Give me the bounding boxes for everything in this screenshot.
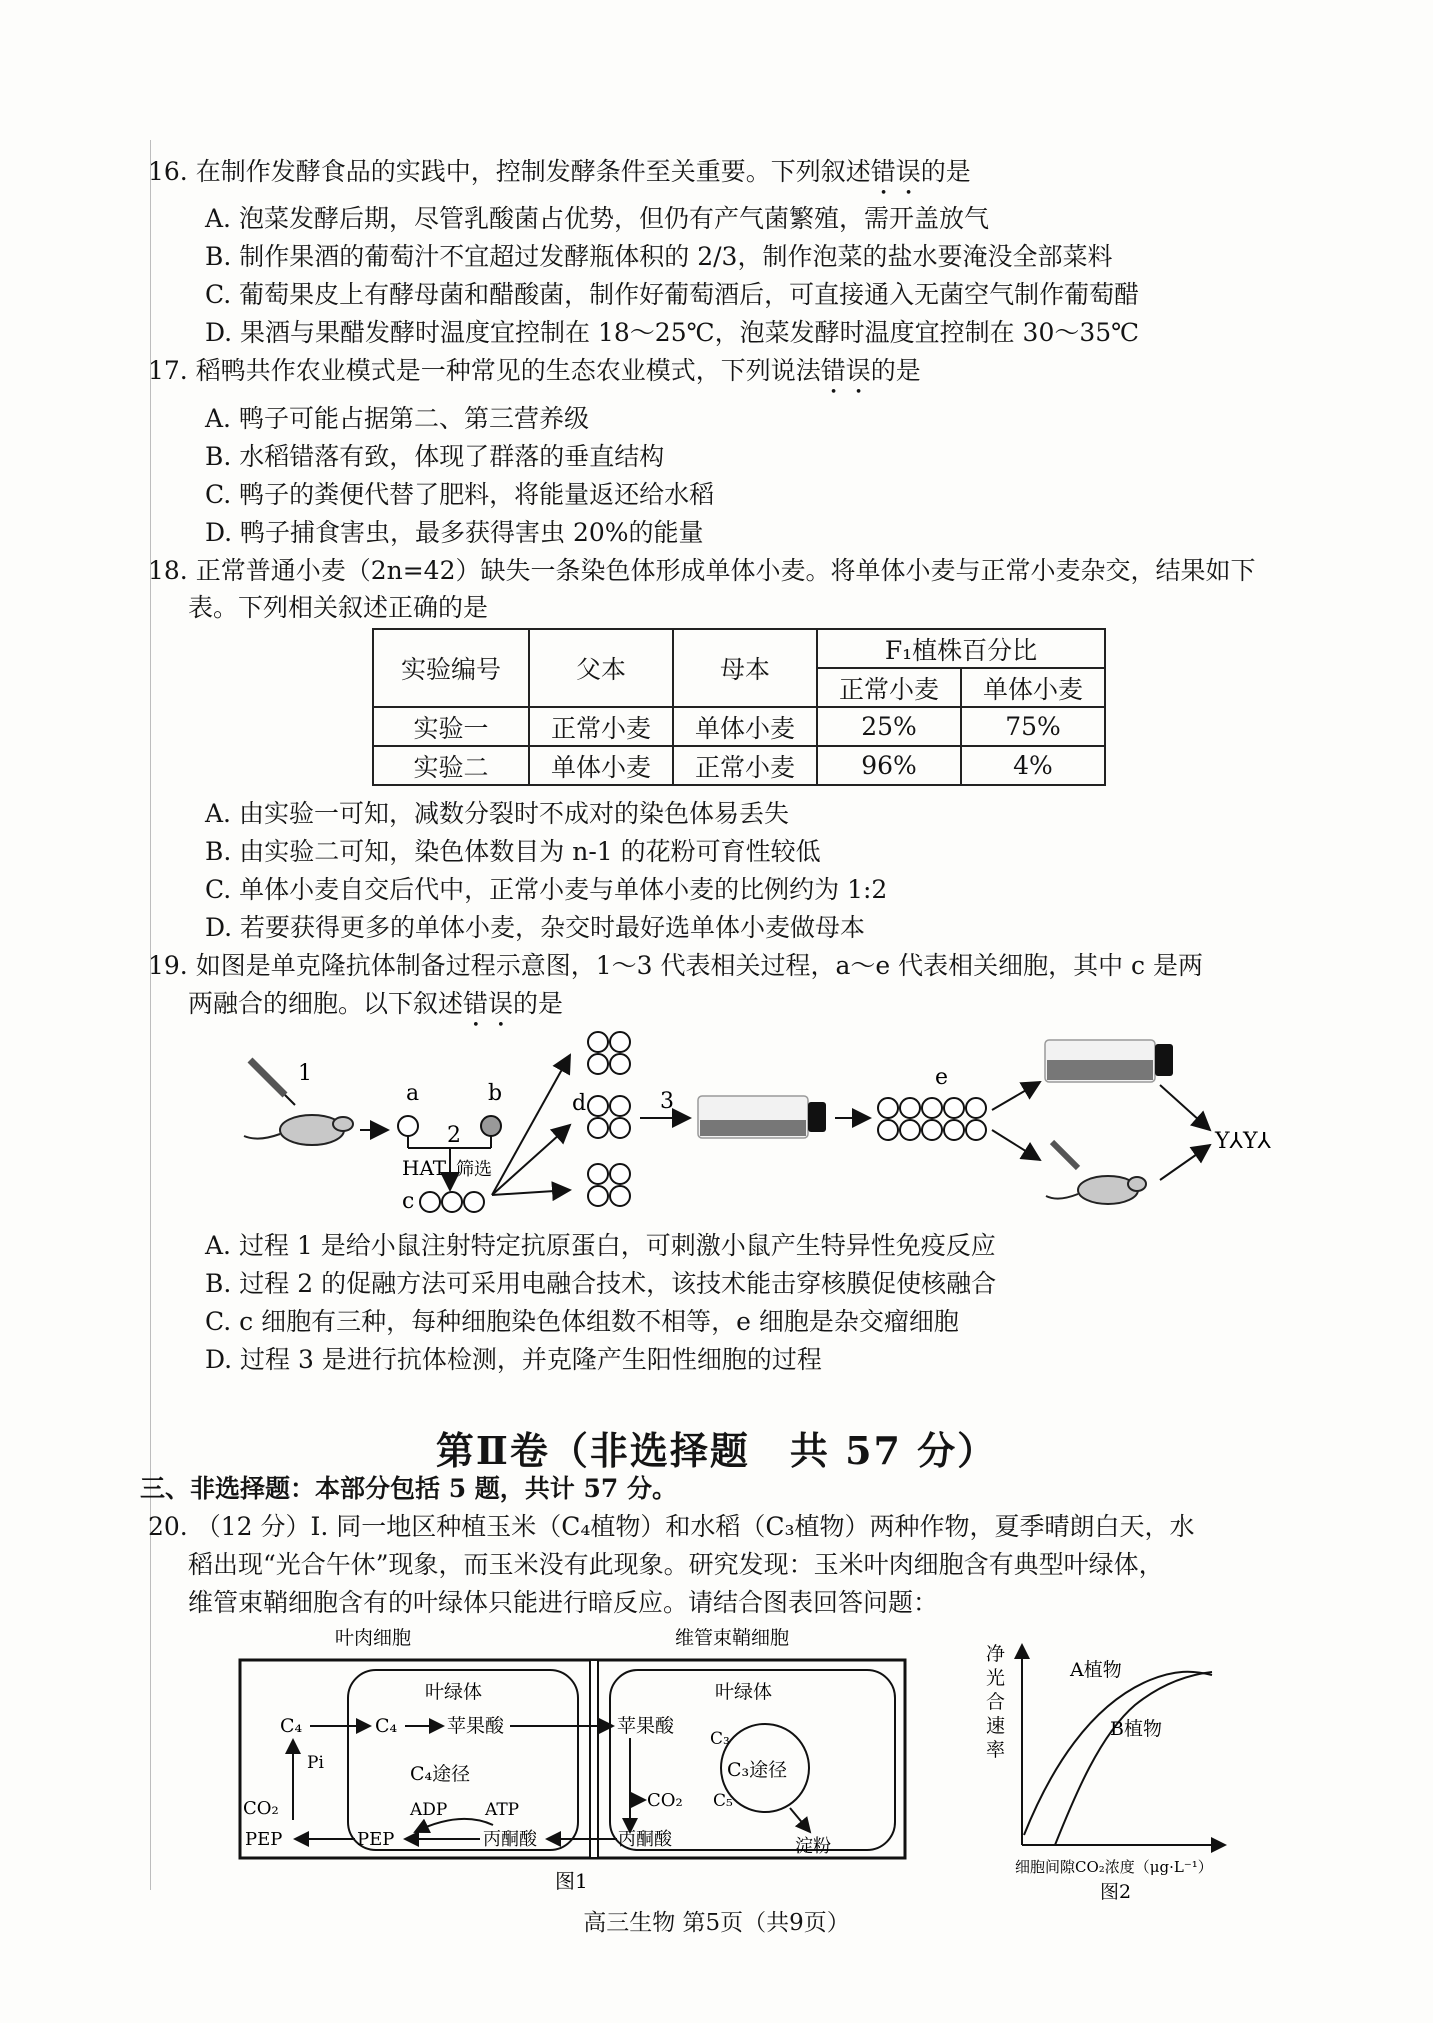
cell-c — [464, 1192, 484, 1212]
q16-option-b: B. 制作果酒的葡萄汁不宜超过发酵瓶体积的 2/3，制作泡菜的盐水要淹没全部菜料 — [205, 242, 1113, 271]
fig2-curve-a — [1024, 1672, 1212, 1835]
fig1-malate-left: 苹果酸 — [447, 1715, 505, 1737]
antibody-icon: Y⅄Y⅄ — [1215, 1129, 1271, 1154]
q16-option-a: A. 泡菜发酵后期，尽管乳酸菌占优势，但仍有产气菌繁殖，需开盖放气 — [205, 204, 989, 233]
syringe-icon — [1052, 1142, 1078, 1168]
fig1-chloroplast-label: 叶绿体 — [715, 1681, 773, 1703]
q19-stem-line1: 19. 如图是单克隆抗体制备过程示意图，1～3 代表相关过程，a～e 代表相关细胞，其中 c 是两 — [148, 951, 1204, 980]
culture-flask-icon — [698, 1096, 826, 1138]
q18-option-d: D. 若要获得更多的单体小麦，杂交时最好选单体小麦做母本 — [205, 913, 866, 942]
cell: 96% — [817, 746, 961, 785]
fig1-c3: C₃ — [710, 1729, 730, 1749]
fig1-pyruvate-right: 丙酮酸 — [618, 1829, 672, 1850]
fig1-adp: ADP — [410, 1800, 448, 1820]
label-e: e — [935, 1065, 949, 1090]
q17-option-a: A. 鸭子可能占据第二、第三营养级 — [205, 404, 589, 433]
q20-line2: 稻出现“光合午休”现象，而玉米没有此现象。研究发现：玉米叶肉细胞含有典型叶绿体， — [188, 1550, 1164, 1579]
cell-group-e — [878, 1098, 986, 1140]
fig1-co2-left: CO₂ — [243, 1798, 279, 1819]
fig1-c4-inner: C₄ — [375, 1715, 398, 1737]
q19-option-a: A. 过程 1 是给小鼠注射特定抗原蛋白，可刺激小鼠产生特异性免疫反应 — [205, 1231, 996, 1260]
cell-group-d2 — [588, 1096, 630, 1138]
page-footer: 高三生物 第5页（共9页） — [583, 1910, 850, 1936]
figure-2 — [970, 1620, 1300, 1900]
margin-line — [150, 140, 151, 1890]
fig1-co2-right: CO₂ — [647, 1790, 683, 1811]
fig1-c3-path: C₃途径 — [727, 1759, 788, 1781]
q19-diagram — [240, 1030, 1300, 1220]
q18-stem-line1: 18. 正常普通小麦（2n=42）缺失一条染色体形成单体小麦。将单体小麦与正常小麦杂交，结果如下 — [148, 556, 1256, 585]
header-father: 父本 — [529, 629, 673, 707]
q18-table — [372, 628, 1106, 786]
fig1-atp: ATP — [485, 1800, 520, 1820]
label-b: b — [488, 1081, 503, 1106]
mouse-icon — [1046, 1176, 1146, 1204]
section-part-label: 三、非选择题：本部分包括 5 题，共计 57 分。 — [140, 1474, 678, 1503]
fig2-series-a: A植物 — [1070, 1659, 1122, 1681]
fig1-bundle-label: 维管束鞘细胞 — [675, 1627, 790, 1649]
q18-stem-line2: 表。下列相关叙述正确的是 — [188, 593, 489, 622]
fig1-cell-wall — [590, 1660, 598, 1858]
fig1-c4-outer: C₄ — [280, 1715, 303, 1737]
figure-1 — [235, 1620, 915, 1900]
q16-stem: 16. 在制作发酵食品的实践中，控制发酵条件至关重要。下列叙述错误的是 — [148, 157, 971, 186]
fig1-c4-path: C₄途径 — [410, 1763, 471, 1785]
culture-flask-icon — [1045, 1040, 1173, 1082]
section-title: 第Ⅱ卷（非选择题 共 57 分） — [435, 1428, 998, 1473]
fig2-series-b: B植物 — [1110, 1718, 1162, 1740]
label-1: 1 — [298, 1061, 312, 1086]
cell: 单体小麦 — [529, 746, 673, 785]
cell: 单体小麦 — [673, 707, 817, 746]
cell: 正常小麦 — [673, 746, 817, 785]
cell-group-d1 — [588, 1032, 630, 1074]
fig1-pep-outer: PEP — [245, 1829, 283, 1850]
fig1-caption: 图1 — [555, 1869, 588, 1893]
label-hat: HAT — [402, 1156, 447, 1180]
q17-option-b: B. 水稻错落有致，体现了群落的垂直结构 — [205, 442, 665, 471]
fig1-pyruvate-left: 丙酮酸 — [483, 1829, 537, 1850]
header-f1: F₁植株百分比 — [817, 629, 1105, 668]
q17-stem: 17. 稻鸭共作农业模式是一种常见的生态农业模式，下列说法错误的是 — [148, 356, 921, 385]
cell-b — [481, 1116, 501, 1136]
q18-option-b: B. 由实验二可知，染色体数目为 n-1 的花粉可育性较低 — [205, 837, 821, 866]
label-3: 3 — [660, 1089, 674, 1114]
header-mother: 母本 — [673, 629, 817, 707]
q16-option-d: D. 果酒与果醋发酵时温度宜控制在 18～25℃，泡菜发酵时温度宜控制在 30～35℃ — [205, 318, 1140, 347]
q19-option-c: C. c 细胞有三种，每种细胞染色体组数不相等，e 细胞是杂交瘤细胞 — [205, 1307, 959, 1336]
fig1-c5: C₅ — [713, 1791, 733, 1811]
cell: 正常小麦 — [529, 707, 673, 746]
q19-option-b: B. 过程 2 的促融方法可采用电融合技术，该技术能击穿核膜促使核融合 — [205, 1269, 997, 1298]
q17-option-d: D. 鸭子捕食害虫，最多获得害虫 20%的能量 — [205, 518, 704, 547]
q16-option-c: C. 葡萄果皮上有酵母菌和醋酸菌，制作好葡萄酒后，可直接通入无菌空气制作葡萄醋 — [205, 280, 1140, 309]
fig1-pi: Pi — [307, 1753, 324, 1773]
label-d: d — [572, 1091, 587, 1116]
cell: 实验二 — [373, 746, 529, 785]
cell-group-d3 — [588, 1164, 630, 1206]
fig1-chloroplast-label: 叶绿体 — [425, 1681, 483, 1703]
fig2-ylabel-text: 净光合速率 — [986, 1643, 1006, 1761]
header-exp: 实验编号 — [373, 629, 529, 707]
cell: 4% — [961, 746, 1105, 785]
fig1-starch: 淀粉 — [795, 1836, 831, 1857]
fig2-ylabel — [986, 1643, 1005, 1761]
q18-option-c: C. 单体小麦自交后代中，正常小麦与单体小麦的比例约为 1:2 — [205, 875, 888, 904]
fig2-xlabel: 细胞间隙CO₂浓度（μg·L⁻¹） — [1015, 1858, 1213, 1876]
table-row — [373, 707, 1105, 746]
q20-line3: 维管束鞘细胞含有的叶绿体只能进行暗反应。请结合图表回答问题： — [188, 1588, 939, 1617]
cell: 实验一 — [373, 707, 529, 746]
label-screen: 筛选 — [456, 1159, 492, 1180]
fig1-malate-right: 苹果酸 — [617, 1715, 675, 1737]
cell-a — [398, 1116, 418, 1136]
cell: 75% — [961, 707, 1105, 746]
fig1-pep-inner: PEP — [357, 1829, 395, 1850]
table-row — [373, 746, 1105, 785]
header-normal: 正常小麦 — [817, 668, 961, 707]
fig1-outer-frame — [240, 1660, 905, 1858]
label-c: c — [402, 1189, 415, 1214]
fig2-caption: 图2 — [1100, 1881, 1132, 1900]
fig2-curve-b — [1055, 1672, 1212, 1845]
label-a: a — [406, 1081, 420, 1106]
syringe-icon — [250, 1060, 295, 1105]
mouse-icon — [244, 1115, 353, 1145]
cell-c — [420, 1192, 440, 1212]
cell: 25% — [817, 707, 961, 746]
fig1-mesophyll-label: 叶肉细胞 — [335, 1627, 412, 1649]
cell-c — [442, 1192, 462, 1212]
header-mono: 单体小麦 — [961, 668, 1105, 707]
q19-stem-line2: 两融合的细胞。以下叙述错误的是 — [188, 989, 564, 1018]
q18-option-a: A. 由实验一可知，减数分裂时不成对的染色体易丢失 — [205, 799, 789, 828]
q19-option-d: D. 过程 3 是进行抗体检测，并克隆产生阳性细胞的过程 — [205, 1345, 822, 1374]
label-2: 2 — [447, 1123, 461, 1148]
q17-option-c: C. 鸭子的粪便代替了肥料，将能量返还给水稻 — [205, 480, 715, 509]
q20-line1: 20. （12 分）Ⅰ. 同一地区种植玉米（C₄植物）和水稻（C₃植物）两种作物，夏季晴朗白天，水 — [148, 1512, 1195, 1541]
